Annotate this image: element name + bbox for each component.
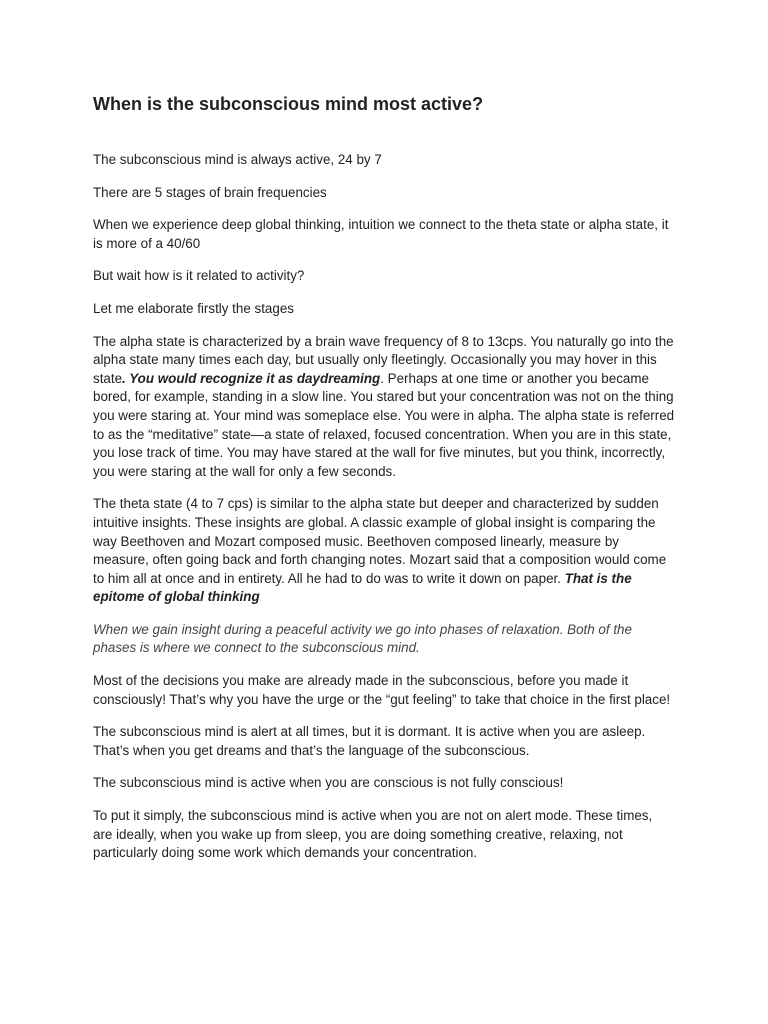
theta-text: The theta state (4 to 7 cps) is similar to the alpha state but deeper and characterized by sudden intuitive insights. These insights are global. A classic example of global insight is comparing the way Beethoven and Mozart composed music. Beethoven composed linearly, measure by measure, often going back and forth changing notes. Mozart said that a composition would come to him all at once and in entirety. All he had to do was to write it down on paper. (93, 496, 667, 586)
paragraph-summary: To put it simply, the subconscious mind is active when you are not on alert mode. These times, are ideally, when you wake up from sleep, you are doing something creative, relaxing, not particularly doing some work which demands your concentration. (93, 808, 653, 861)
paragraph-question: But wait how is it related to activity? (93, 268, 305, 284)
paragraph-decisions: Most of the decisions you make are already made in the subconscious, before you made it consciously! That’s why you have the urge or the “gut feeling” to take that choice in the first place! (93, 673, 671, 707)
paragraph-alpha-state (93, 333, 675, 482)
paragraph-brain-frequencies: There are 5 stages of brain frequencies (93, 184, 327, 200)
page-title: When is the subconscious mind most active? (93, 94, 484, 114)
paragraph-not-fully-conscious: The subconscious mind is active when you are conscious is not fully conscious! (93, 775, 564, 791)
theta-emphasis: That is the epitome of global thinking (93, 570, 632, 605)
paragraph-insight-italic: When we gain insight during a peaceful activity we go into phases of relaxation. Both of the phases is where we connect to the subconscious mind. (93, 621, 632, 656)
paragraph-always-active: The subconscious mind is always active, 24 by 7 (93, 152, 382, 167)
paragraph-elaborate: Let me elaborate firstly the stages (93, 300, 294, 316)
paragraph-theta-state (93, 495, 675, 607)
alpha-emphasis: . You would recognize it as daydreaming (122, 370, 381, 386)
alpha-text-start: The alpha state is characterized by a brain wave frequency of 8 to 13cps. You naturally go into the alpha state many times each day, but usually only fleetingly. Occasionally you may hover in this state (93, 333, 674, 386)
paragraph-global-thinking: When we experience deep global thinking, intuition we connect to the theta state or alpha state, it is more of a 40/60 (93, 217, 669, 251)
paragraph-dormant: The subconscious mind is alert at all times, but it is dormant. It is active when you are asleep. That’s when you get dreams and that’s the language of the subconscious. (93, 724, 646, 758)
alpha-text-end: . Perhaps at one time or another you became bored, for example, standing in a slow line. You stared but your concentration was not on the thing you were staring at. Your mind was someplace else. You were in alpha. The alpha state is referred to as the “meditative” state—a state of relaxed, focused concentration. When you are in this state, you lose track of time. You may have stared at the wall for five minutes, but you think, incorrectly, you were staring at the wall for only a few seconds. (93, 370, 675, 479)
